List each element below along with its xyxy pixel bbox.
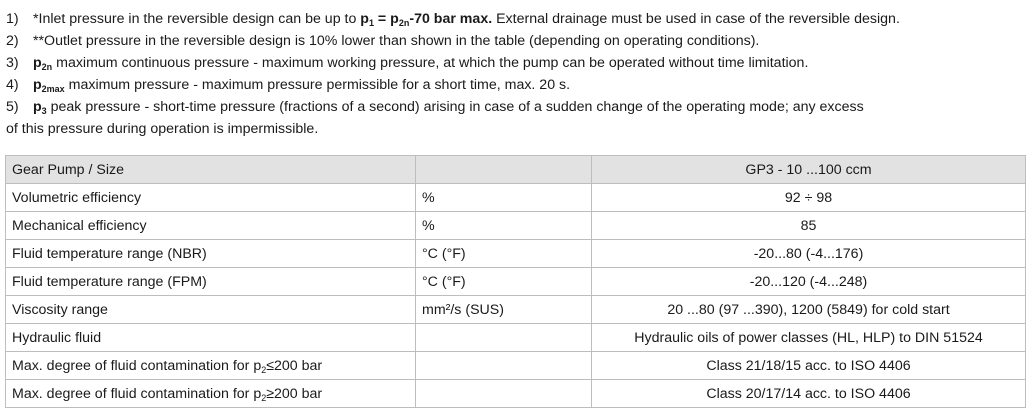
row-label: Max. degree of fluid contamination for $p_2\le 200$ bar [6,352,416,380]
footnote-number: 4) [6,77,19,93]
table-row [6,352,1026,380]
table-row [6,296,1026,324]
row-unit: °C (°F) [416,240,592,268]
row-label: Volumetric efficiency [6,184,416,212]
footnote-4 [6,74,1026,96]
footnotes [6,8,1026,140]
row-label: Max. degree of fluid contamination for $p_2\ge 200$ bar [6,380,416,408]
table-row [6,240,1026,268]
specifications-table [5,155,1026,408]
footnote-number: 3) [6,55,19,71]
row-unit: °C (°F) [416,268,592,296]
row-unit: mm²/s (SUS) [416,296,592,324]
row-label: Mechanical efficiency [6,212,416,240]
row-value: Class 21/18/15 acc. to ISO 4406 [592,352,1026,380]
table-row [6,184,1026,212]
row-unit [416,324,592,352]
header-value: GP3 - 10 ...100 ccm [592,156,1026,184]
header-label: Gear Pump / Size [6,156,416,184]
footnote-number: 5) [6,99,19,115]
footnote-5-continuation: of this pressure during operation is impermissible. [6,121,319,137]
table-header-row [6,156,1026,184]
table-row [6,268,1026,296]
row-value: 20 ...80 (97 ...390), 1200 (5849) for cold start [592,296,1026,324]
row-value: -20...80 (-4...176) [592,240,1026,268]
row-label: Fluid temperature range (FPM) [6,268,416,296]
row-value: -20...120 (-4...248) [592,268,1026,296]
table-row [6,380,1026,408]
pressure-formula: $p_1 = p_{2n}-70$ bar max. [360,11,493,28]
footnote-number: 1) [6,11,19,27]
table-row [6,212,1026,240]
footnote-1 [6,8,1026,30]
footnote-text: **Outlet pressure in the reversible design is 10% lower than shown in the table (depending on operating conditions). [33,33,760,49]
row-unit [416,352,592,380]
row-value: Hydraulic oils of power classes (HL, HLP) to DIN 51524 [592,324,1026,352]
row-unit [416,380,592,408]
row-value: Class 20/17/14 acc. to ISO 4406 [592,380,1026,408]
footnote-2 [6,30,1026,52]
row-value: 92 ÷ 98 [592,184,1026,212]
row-unit: % [416,184,592,212]
row-label: Fluid temperature range (NBR) [6,240,416,268]
footnote-text: $p_{2max}$ maximum pressure - maximum pressure permissible for a short time, max. 20 s. [33,77,571,94]
footnote-3 [6,52,1026,74]
header-unit [416,156,592,184]
footnote-text: $p_{2n}$ maximum continuous pressure - maximum working pressure, at which the pump can be operated without time limitation. [33,55,809,72]
row-label: Hydraulic fluid [6,324,416,352]
table-row [6,324,1026,352]
row-value: 85 [592,212,1026,240]
footnote-5 [6,96,1026,118]
footnote-number: 2) [6,33,19,49]
footnote-text: *Inlet pressure in the reversible design can be up to $p_1 = p_{2n}-70$ bar max. External drainage must be used in case of the reversible design. [33,11,900,28]
row-label: Viscosity range [6,296,416,324]
row-unit: % [416,212,592,240]
footnote-text: $p_3$ peak pressure - short-time pressure (fractions of a second) arising in case of a sudden change of the operating mode; any excess [33,99,864,116]
